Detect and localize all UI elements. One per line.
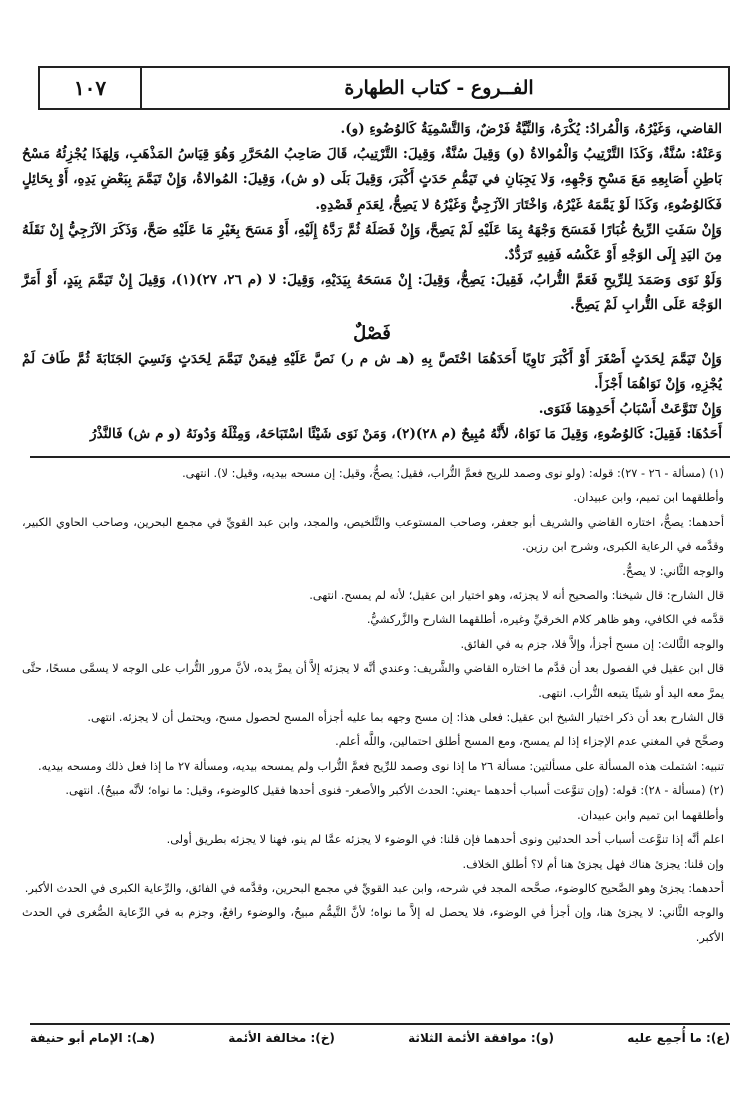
footer-divider (30, 1023, 730, 1025)
footnote-line: قال ابن عقيل في الفصول بعد أن قدَّم ما اختاره القاضي والشَّريف: وعندي أنَّه لا يجزئه إلاَّ أن يمرَّ يده، لأنَّ مرور التُّراب على الوجه لا يسمَّى مسحًا، حتَّى يمرَّ معه اليد أو شيئًا يتبعه التُّراب. انتهى. (22, 662, 724, 700)
footnote-line: قال الشارح بعد أن ذكر اختيار الشيخ ابن عقيل: فعلى هذا: إن مسح وجهه بما عليه أجزأه المسح لحصول مسح، ويحتمل أن لا يجزئه. انتهى. (87, 711, 724, 725)
footnote-line: والوجه الثَّاني: لا يجزئ هنا، وإن أجزأ في الوضوء، فلا يحصل له إلاَّ ما نواه؛ لأنَّ التَّيمُّم مبيحٌ، والوضوء رافعٌ، وجزم به في الرِّعاية الصُّغرى في الحدث الأكبر. (22, 906, 724, 944)
footnotes (22, 462, 724, 950)
footnote-line: تنبيه: اشتملت هذه المسألة على مسألتين: مسألة ٢٦ ما إذا نوى وصمد للرِّيح فعمَّ التُّراب ولم يمسحه بيديه، ومسألة ٢٧ ما إذا فعل ذلك ومسحه بيديه. (38, 759, 724, 773)
footnote-line: وأطلقهما ابن تميم وابن عبيدان. (577, 808, 724, 822)
main-paragraph: وَلَوْ نَوَى وَصَمَدَ لِلرِّيحِ فَعَمَّ التُّرابُ، فَقِيلَ: يَصِحُّ، وَقِيلَ: إِنْ مَسَحَهُ بِيَدَيْهِ، وَقِيلَ: لا (م ٢٦، ٢٧)(١)، وَقِيلَ إِنْ تَيَمَّمَ بِيَدٍ، أَوْ أَمَرَّ الوَجْهَ عَلَى التُّرابِ لَمْ يَصِحَّ. (22, 272, 723, 314)
footnote-line: قال الشارح: قال شيخنا: والصحيح أنه لا يجزئه، وهو اختيار ابن عقيل؛ لأنه لم يمسح. انتهى. (309, 589, 724, 603)
footnote-line: وإن قلنا: يجزئ هناك فهل يجزئ هنا أم لا؟ أطلق الخلاف. (462, 857, 724, 871)
footnote-line: (١) (مسألة - ٢٦ - ٢٧): قوله: (ولو نوى وصمد للريح فعمَّ التُّراب، فقيل: يصحُّ، وقيل: إن مسحه بيديه، وقيل: لا). انتهى. (182, 467, 724, 480)
running-title: الفــروع - كتاب الطهارة (344, 77, 534, 99)
main-paragraph: القاضي، وَغَيْرُهُ، وَالْمُرادُ: يُكْرَهُ، وَالنِّيَّةُ فَرْضٌ، وَالتَّسْمِيَةُ كَالوُضُوءِ (و). (340, 121, 722, 137)
footnote-line: (٢) (مسألة - ٢٨): قوله: (وإن تنوَّعت أسباب أحدهما -يعني: الحدث الأكبر والأصغر- فنوى أحدها فقيل كالوضوء، وقيل: ما نواه؛ لأنَّه مبيحٌ). انتهى. (65, 784, 724, 798)
abbreviation-key (30, 1031, 730, 1045)
main-paragraph: أَحَدُهَا: فَقِيلَ: كَالوُضُوءِ، وَقِيلَ مَا نَوَاهُ، لأَنَّهُ مُبِيحٌ (م ٢٨)(٢)، وَمَنْ نَوَى شَيْئًا اسْتَبَاحَهُ، وَمِثْلَهُ وَدُونَهُ (و م ش) فَالنَّذْرُ (90, 426, 722, 443)
section-heading: فَصْلٌ (353, 322, 391, 344)
footnote-line: والوجه الثَّاني: لا يصحُّ. (622, 564, 724, 578)
footnote-line: والوجه الثَّالث: إن مسح أجزأ، وإلاَّ فلا، جزم به في الفائق. (460, 637, 724, 651)
footnote-line: أحدهما: يجزئ وهو الصَّحيح كالوضوء، صحَّحه المجد في شرحه، وابن عبد القويِّ في مجمع البحرين، وقدَّمه في الفائق، والرِّعاية الكبرى في الحدث الأكبر. (24, 881, 724, 895)
footnote-line: وصحَّح في المغني عدم الإجزاء إذا لم يمسح، ومع المسح أطلق احتمالين، واللَّه أعلم. (335, 735, 724, 749)
main-text (22, 117, 722, 447)
footnote-line: وأطلقهما ابن تميم، وابن عبيدان. (573, 491, 724, 505)
abbreviation-item: (و): موافقة الأئمة الثلاثة (408, 1031, 555, 1045)
page-number: ١٠٧ (40, 68, 142, 108)
page-header (38, 66, 730, 110)
footnote-line: قدَّمه في الكافي، وهو ظاهر كلام الخرقيِّ وغيره، أطلقهما الشارح والزَّركشيُّ. (366, 613, 724, 627)
footnote-line: اعلم أنَّه إذا تنوَّعت أسباب أحد الحدثين ونوى أحدهما فإن قلنا: في الوضوء لا يجزئه عمَّا لم ينو، فهنا لا يجزئه بطريق أولى. (166, 833, 724, 847)
main-paragraph: وَعَنْهُ: سُنَّةٌ، وَكَذَا التَّرْتِيبُ وَالْمُوالاةُ (و) وَقِيلَ سُنَّةٌ، وَقِيلَ: التَّرْتِيبُ، قَالَ صَاحِبُ المُحَرَّرِ وَهُوَ قِيَاسُ المَذْهَبِ، وَلِهَذَا يُجْزِئُهُ مَسْحُ بَاطِنِ أَصَابِعِهِ مَعَ مَسْحِ وَجْهِهِ، وَلا يَجِبَانِ في تَيَمُّمِ حَدَثٍ أَكْبَرَ، وَقِيلَ بَلَى (و ش)، وَقِيلَ: المُوالاةُ، وَإِنْ تَيَمَّمَ بِبَعْضِ يَدِهِ، أَوْ بِحَائِلٍ فَكَالوُضُوءِ، وَكَذَا لَوْ يَمَّمَهُ غَيْرُهُ، وَاخْتَارَ الآزَجِيُّ وَغَيْرُهُ لا يَصِحُّ، لِعَدَمِ قَصْدِهِ. (22, 146, 722, 213)
footnote-divider (30, 456, 730, 458)
footnote-line: أحدهما: يصحُّ، اختاره القاضي والشريف أبو جعفر، وصاحب المستوعب والتَّلخيص، والمجد، وابن عبد القويِّ في مجمع البحرين، وصاحب الحاوي الكبير، وقدَّمه في الرعاية الكبرى، وشرح ابن رزين. (22, 515, 724, 554)
abbreviation-item: (هـ): الإمام أبو حنيفة (30, 1031, 156, 1045)
main-paragraph: وَإِنْ تَيَمَّمَ لِحَدَثٍ أَصْغَرَ أَوْ أَكْبَرَ نَاوِيًا أَحَدَهُمَا اخْتَصَّ بِهِ (هـ ش م ر) نَصَّ عَلَيْهِ فِيمَنْ تَيَمَّمَ لِحَدَثٍ وَنَسِيَ الجَنَابَةَ ثُمَّ طَافَ لَمْ يُجْزِهِ، وَإِنْ نَوَاهُمَا أَجْزَأَ. (22, 350, 722, 392)
abbreviation-item: (خ): مخالفة الأئمة (228, 1031, 335, 1045)
abbreviation-item: (ع): ما أُجمِع عليه (627, 1031, 730, 1045)
main-paragraph: وَإِنْ تَنَوَّعَتْ أَسْبَابُ أَحَدِهِمَا فَنَوَى. (538, 401, 722, 418)
main-paragraph: وَإِنْ سَفَتِ الرِّيحُ غُبَارًا فَمَسَحَ وَجْهَهُ بِمَا عَلَيْهِ لَمْ يَصِحَّ، وَإِنْ فَصَلَهُ ثُمَّ رَدَّهُ إِلَيْهِ، أَوْ مَسَحَ بِغَيْرِ مَا عَلَيْهِ صَحَّ، وَذَكَرَ الآزَجِيُّ إِنْ نَقَلَهُ مِنَ اليَدِ إِلَى الوَجْهِ أَوْ عَكْسُه فَفِيهِ تَرَدُّدٌ. (22, 221, 722, 264)
